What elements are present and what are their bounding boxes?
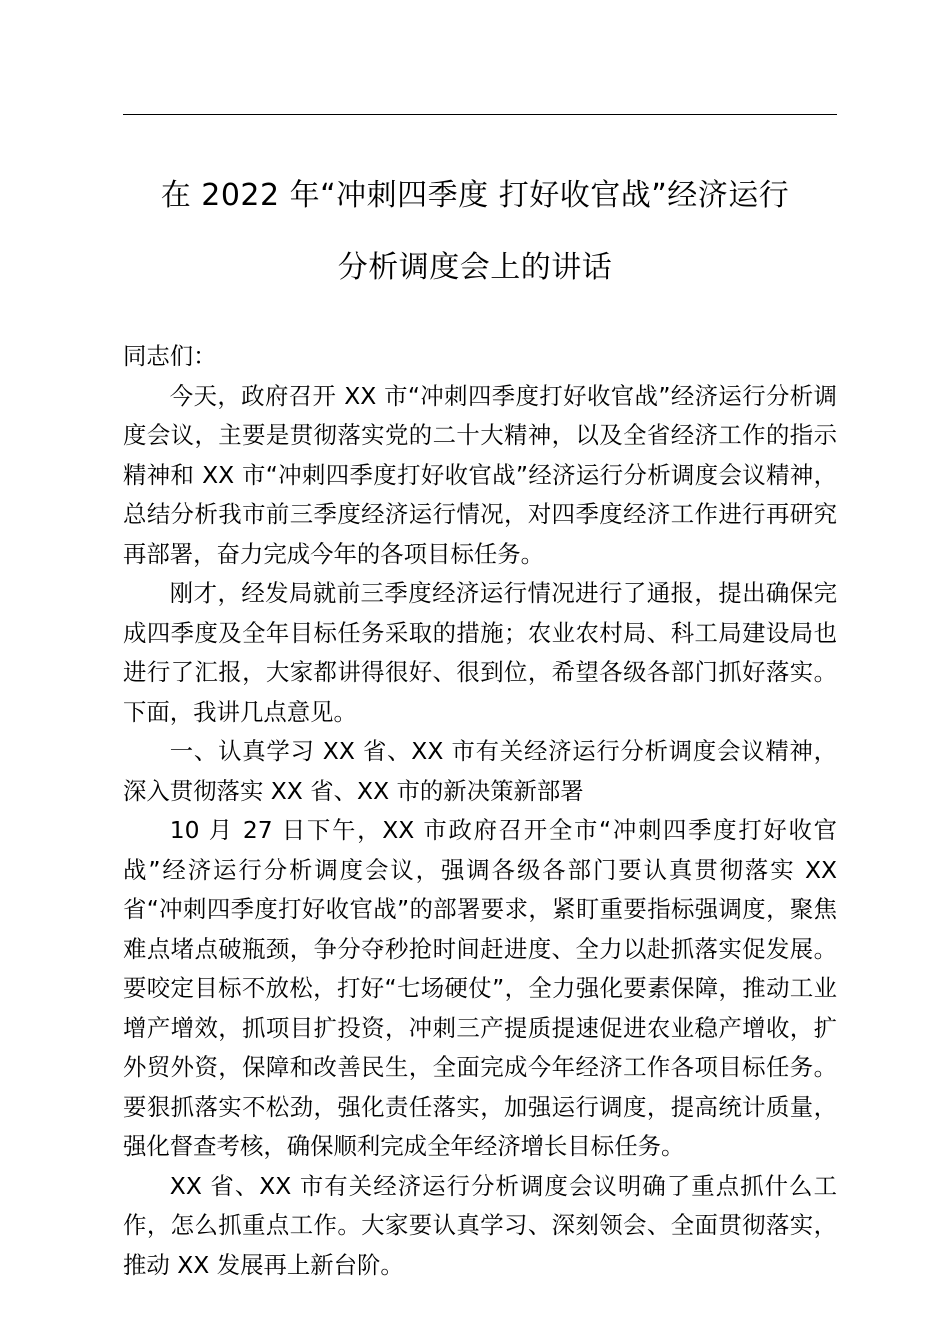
document-body	[123, 337, 837, 1285]
paragraph-meeting-summary: 10 月 27 日下午，XX 市政府召开全市“冲刺四季度打好收官战”经济运行分析调度会议，强调各级各部门要认真贯彻落实 XX 省“冲刺四季度打好收官战”的部署要求，紧盯重要指标强调度，聚焦难点堵点破瓶颈，争分夺秒抢时间赶进度、全力以赴抓落实促发展。要咬定目标不放松，打好“七场硬仗”，全力强化要素保障，推动工业增产增效，抓项目扩投资，冲刺三产提质提速促进农业稳产增收，扩外贸外资，保障和改善民生，全面完成今年经济工作各项目标任务。要狠抓落实不松劲，强化责任落实，加强运行调度，提高统计质量，强化督查考核，确保顺利完成全年经济增长目标任务。	[123, 816, 837, 1160]
section-heading-1: 一、认真学习 XX 省、XX 市有关经济运行分析调度会议精神，深入贯彻落实 XX 省、XX 市的新决策新部署	[123, 737, 837, 805]
title-line-2: 分析调度会上的讲话	[337, 250, 613, 285]
header-rule	[123, 114, 837, 115]
paragraph-intro: 今天，政府召开 XX 市“冲刺四季度打好收官战”经济运行分析调度会议，主要是贯彻落实党的二十大精神，以及全省经济工作的指示精神和 XX 市“冲刺四季度打好收官战”经济运行分析调度会议精神，总结分析我市前三季度经济运行情况，对四季度经济工作进行再研究再部署，奋力完成今年的各项目标任务。	[123, 381, 837, 568]
salutation: 同志们：	[123, 342, 217, 370]
paragraph-reports: 刚才，经发局就前三季度经济运行情况进行了通报，提出确保完成四季度及全年目标任务采取的措施；农业农村局、科工局建设局也进行了汇报，大家都讲得很好、很到位，希望各级各部门抓好落实。下面，我讲几点意见。	[123, 579, 837, 726]
paragraph-closing: XX 省、XX 市有关经济运行分析调度会议明确了重点抓什么工作，怎么抓重点工作。大家要认真学习、深刻领会、全面贯彻落实，推动 XX 发展再上新台阶。	[123, 1171, 837, 1279]
document-title	[100, 160, 850, 304]
title-line-1: 在 2022 年“冲刺四季度 打好收官战”经济运行	[160, 178, 790, 213]
